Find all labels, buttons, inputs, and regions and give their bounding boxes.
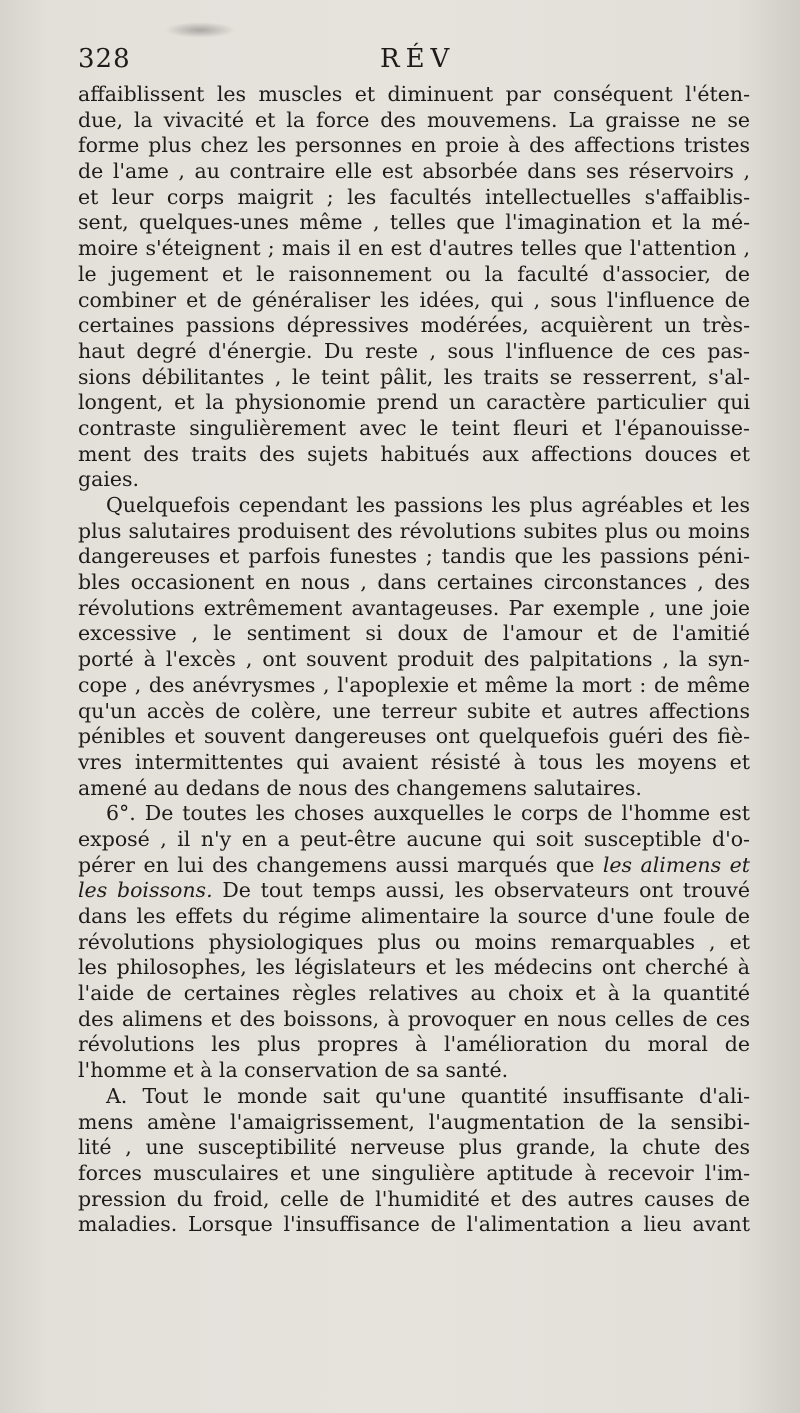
text-line: ment des traits des sujets habitués aux affections douces et <box>78 441 750 466</box>
paragraph-start-line: Quelquefois cependant les passions les plus agréables et les <box>106 493 750 517</box>
text-line: exposé , il n'y en a peut-être aucune qui soit susceptible d'o- <box>78 826 750 851</box>
page-number: 328 <box>78 44 131 74</box>
text-line: et leur corps maigrit ; les facultés intellectuelles s'affaiblis- <box>78 184 750 209</box>
text-line: pression du froid, celle de l'humidité et des autres causes de <box>78 1186 750 1211</box>
text-line: de l'ame , au contraire elle est absorbée dans ses réservoirs , <box>78 159 750 184</box>
text-line: l'aide de certaines règles relatives au choix et à la quantité <box>78 981 750 1006</box>
text-line: révolutions les plus propres à l'amélioration du moral de <box>78 1032 750 1057</box>
text-line: révolutions physiologiques plus ou moins remarquables , et <box>78 929 750 954</box>
text-line: moire s'éteignent ; mais il en est d'autres telles que l'attention , <box>78 236 750 261</box>
text-line: vres intermittentes qui avaient résisté à tous les moyens et <box>78 749 750 774</box>
text-line: due, la vivacité et la force des mouvemens. La graisse ne se <box>78 107 750 132</box>
text-line: des alimens et des boissons, à provoquer en nous celles de ces <box>78 1006 750 1031</box>
italic-term: les alimens et <box>602 852 750 877</box>
text-line: certaines passions dépressives modérées, acquièrent un très- <box>78 313 750 338</box>
text-segment: pérer en lui des changemens aussi marqués que <box>78 852 595 877</box>
text-line-with-italic <box>78 853 750 879</box>
text-line: mens amène l'amaigrissement, l'augmentation de la sensibi- <box>78 1109 750 1134</box>
text-line: sent, quelques-unes même , telles que l'imagination et la mé- <box>78 210 750 235</box>
text-line: cope , des anévrysmes , l'apoplexie et même la mort : de même <box>78 672 750 697</box>
text-line: dangereuses et parfois funestes ; tandis que les passions péni- <box>78 544 750 569</box>
text-line: qu'un accès de colère, une terreur subite et autres affections <box>78 698 750 723</box>
text-line: haut degré d'énergie. Du reste , sous l'influence de ces pas- <box>78 338 750 363</box>
text-line: maladies. Lorsque l'insuffisance de l'alimentation a lieu avant <box>78 1212 750 1237</box>
running-head <box>78 44 750 78</box>
text-line: sions débilitantes , le teint pâlit, les traits se resserrent, s'al- <box>78 364 750 389</box>
text-line: l'homme et à la conservation de sa santé. <box>78 1058 509 1083</box>
text-line: combiner et de généraliser les idées, qui , sous l'influence de <box>78 287 750 312</box>
text-line: forces musculaires et une singulière aptitude à recevoir l'im- <box>78 1160 750 1185</box>
text-line: amené au dedans de nous des changemens salutaires. <box>78 775 642 800</box>
text-line: le jugement et le raisonnement ou la faculté d'associer, de <box>78 261 750 286</box>
text-line: affaiblissent les muscles et diminuent par conséquent l'éten- <box>78 82 750 106</box>
text-line: gaies. <box>78 467 140 492</box>
text-line: dans les effets du régime alimentaire la source d'une foule de <box>78 904 750 928</box>
body-text <box>78 82 750 1238</box>
text-line: excessive , le sentiment si doux de l'amour et de l'amitié <box>78 621 750 646</box>
text-segment: De tout temps aussi, les observateurs ont trouvé <box>222 878 750 903</box>
text-line-with-italic <box>78 878 750 904</box>
text-line: forme plus chez les personnes en proie à des affections tristes <box>78 133 750 158</box>
text-line: lité , une susceptibilité nerveuse plus grande, la chute des <box>78 1135 750 1160</box>
running-title: RÉV <box>380 44 456 74</box>
text-line: révolutions extrêmement avantageuses. Par exemple , une joie <box>78 595 750 620</box>
text-line: porté à l'excès , ont souvent produit des palpitations , la syn- <box>78 647 750 672</box>
ink-smudge <box>165 22 235 38</box>
text-line: bles occasionent en nous , dans certaines circonstances , des <box>78 570 750 595</box>
text-line: les philosophes, les législateurs et les médecins ont cherché à <box>78 955 750 980</box>
text-line: plus salutaires produisent des révolutions subites plus ou moins <box>78 518 750 543</box>
paragraph-start-line: 6°. De toutes les choses auxquelles le corps de l'homme est <box>106 801 750 826</box>
italic-term: les boissons. <box>78 878 213 903</box>
paragraph-start-line: A. Tout le monde sait qu'une quantité insuffisante d'ali- <box>106 1083 750 1108</box>
text-line: longent, et la physionomie prend un caractère particulier qui <box>78 390 750 415</box>
text-line: pénibles et souvent dangereuses ont quelquefois guéri des fiè- <box>78 724 750 749</box>
text-line: contraste singulièrement avec le teint fleuri et l'épanouisse- <box>78 415 750 440</box>
